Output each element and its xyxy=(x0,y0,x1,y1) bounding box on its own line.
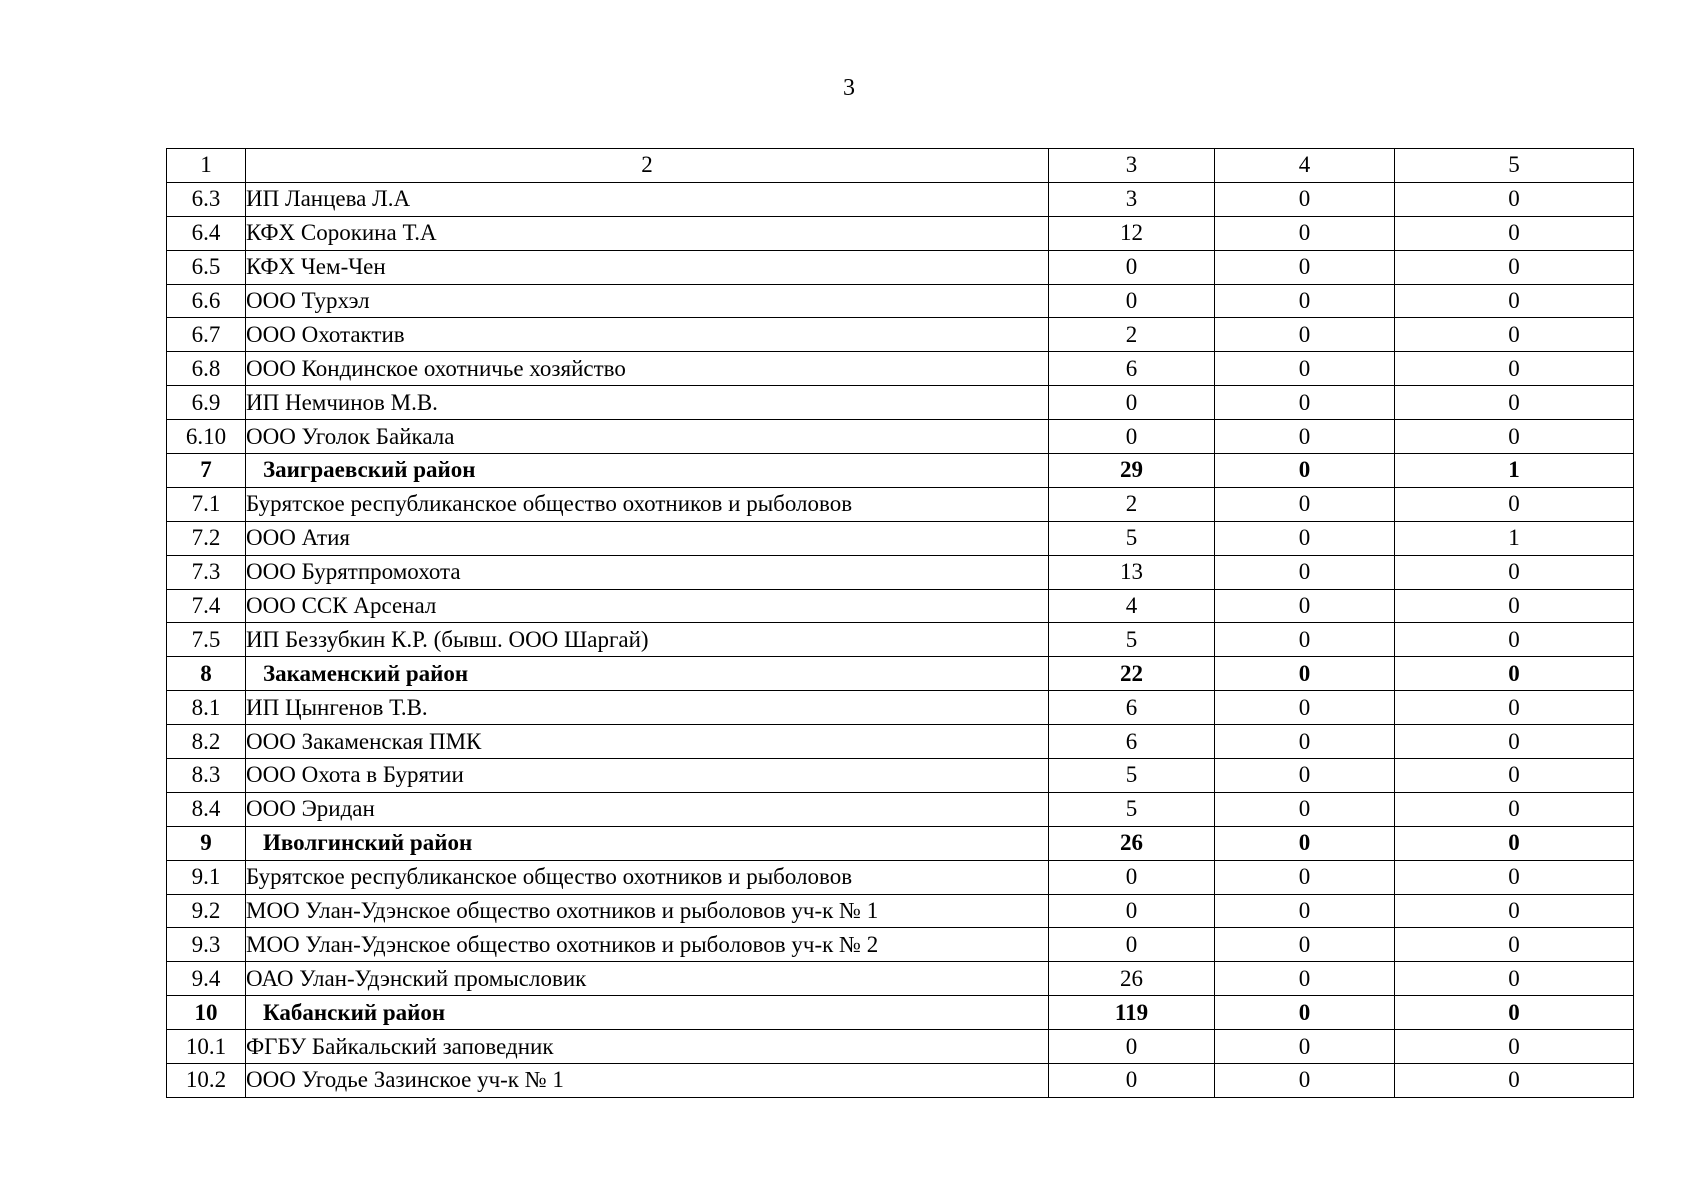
row-name-cell: ООО Охотактив xyxy=(246,318,1049,352)
row-number-cell: 6.5 xyxy=(167,250,246,284)
row-col5-cell: 0 xyxy=(1395,725,1634,759)
row-col3-cell: 12 xyxy=(1049,216,1215,250)
row-col4-cell: 0 xyxy=(1215,962,1395,996)
table-row xyxy=(167,352,1634,386)
row-col5-cell: 0 xyxy=(1395,962,1634,996)
row-col4-cell: 0 xyxy=(1215,1030,1395,1064)
row-col5-cell: 0 xyxy=(1395,792,1634,826)
row-name-cell: ООО Атия xyxy=(246,521,1049,555)
row-col5-cell: 0 xyxy=(1395,894,1634,928)
row-col3-cell: 0 xyxy=(1049,284,1215,318)
row-col5-cell: 0 xyxy=(1395,250,1634,284)
table-row xyxy=(167,725,1634,759)
row-col4-cell: 0 xyxy=(1215,1064,1395,1098)
row-name-cell: ООО Охота в Бурятии xyxy=(246,759,1049,793)
row-number-cell: 10.2 xyxy=(167,1064,246,1098)
row-col3-cell: 0 xyxy=(1049,250,1215,284)
row-col3-cell: 3 xyxy=(1049,182,1215,216)
row-name-cell: Бурятское республиканское общество охотников и рыболовов xyxy=(246,487,1049,521)
data-table xyxy=(166,148,1634,1098)
row-col5-cell: 0 xyxy=(1395,759,1634,793)
row-number-cell: 6.9 xyxy=(167,386,246,420)
row-col4-cell: 0 xyxy=(1215,386,1395,420)
row-col4-cell: 0 xyxy=(1215,894,1395,928)
row-name-cell: ФГБУ Байкальский заповедник xyxy=(246,1030,1049,1064)
page-number: 3 xyxy=(843,75,855,101)
row-col4-cell: 0 xyxy=(1215,792,1395,826)
row-number-cell: 8.3 xyxy=(167,759,246,793)
row-col5-cell: 0 xyxy=(1395,318,1634,352)
row-number-cell: 6.6 xyxy=(167,284,246,318)
row-col5-cell: 0 xyxy=(1395,555,1634,589)
row-col5-cell: 0 xyxy=(1395,1064,1634,1098)
row-name-cell: МОО Улан-Удэнское общество охотников и рыболовов уч-к № 1 xyxy=(246,894,1049,928)
row-col4-cell: 0 xyxy=(1215,318,1395,352)
row-number-cell: 6.8 xyxy=(167,352,246,386)
row-col4-cell: 0 xyxy=(1215,487,1395,521)
row-col3-cell: 6 xyxy=(1049,691,1215,725)
row-col5-cell: 0 xyxy=(1395,182,1634,216)
row-col5-cell: 0 xyxy=(1395,386,1634,420)
row-name-cell: ООО Угодье Зазинское уч-к № 1 xyxy=(246,1064,1049,1098)
row-col4-cell: 0 xyxy=(1215,623,1395,657)
row-col4-cell: 0 xyxy=(1215,589,1395,623)
row-col3-cell: 29 xyxy=(1049,454,1215,488)
row-col4-cell: 0 xyxy=(1215,759,1395,793)
row-col4-cell: 0 xyxy=(1215,928,1395,962)
row-number-cell: 7.1 xyxy=(167,487,246,521)
row-col5-cell: 0 xyxy=(1395,623,1634,657)
row-number-cell: 9 xyxy=(167,826,246,860)
row-number-cell: 6.3 xyxy=(167,182,246,216)
row-number-cell: 7 xyxy=(167,454,246,488)
row-col3-cell: 0 xyxy=(1049,894,1215,928)
row-col5-cell: 0 xyxy=(1395,487,1634,521)
table-row xyxy=(167,250,1634,284)
row-col5-cell: 0 xyxy=(1395,826,1634,860)
row-col4-cell: 0 xyxy=(1215,725,1395,759)
header-cell-4: 4 xyxy=(1215,149,1395,183)
table-row xyxy=(167,894,1634,928)
row-col5-cell: 0 xyxy=(1395,284,1634,318)
row-col3-cell: 0 xyxy=(1049,386,1215,420)
row-name-cell: ООО Кондинское охотничье хозяйство xyxy=(246,352,1049,386)
row-col5-cell: 0 xyxy=(1395,420,1634,454)
table-row xyxy=(167,216,1634,250)
row-col4-cell: 0 xyxy=(1215,691,1395,725)
row-number-cell: 7.3 xyxy=(167,555,246,589)
table-row xyxy=(167,386,1634,420)
row-col3-cell: 119 xyxy=(1049,996,1215,1030)
row-col5-cell: 0 xyxy=(1395,996,1634,1030)
row-number-cell: 7.5 xyxy=(167,623,246,657)
row-name-cell: КФХ Чем-Чен xyxy=(246,250,1049,284)
table-row xyxy=(167,318,1634,352)
row-col3-cell: 2 xyxy=(1049,318,1215,352)
row-name-cell: ООО Уголок Байкала xyxy=(246,420,1049,454)
row-col4-cell: 0 xyxy=(1215,420,1395,454)
row-col5-cell: 0 xyxy=(1395,657,1634,691)
row-col5-cell: 0 xyxy=(1395,928,1634,962)
header-cell-2: 2 xyxy=(246,149,1049,183)
row-name-cell: Кабанский район xyxy=(246,996,1049,1030)
row-number-cell: 9.2 xyxy=(167,894,246,928)
row-col3-cell: 6 xyxy=(1049,725,1215,759)
row-col5-cell: 0 xyxy=(1395,589,1634,623)
table-row xyxy=(167,555,1634,589)
row-col4-cell: 0 xyxy=(1215,454,1395,488)
row-col5-cell: 1 xyxy=(1395,454,1634,488)
row-col3-cell: 0 xyxy=(1049,928,1215,962)
table-section-row xyxy=(167,826,1634,860)
row-number-cell: 8.2 xyxy=(167,725,246,759)
row-col3-cell: 0 xyxy=(1049,420,1215,454)
table-row xyxy=(167,521,1634,555)
row-col4-cell: 0 xyxy=(1215,555,1395,589)
row-name-cell: ООО ССК Арсенал xyxy=(246,589,1049,623)
row-name-cell: ИП Немчинов М.В. xyxy=(246,386,1049,420)
row-col5-cell: 1 xyxy=(1395,521,1634,555)
table-row xyxy=(167,860,1634,894)
row-col5-cell: 0 xyxy=(1395,860,1634,894)
row-col4-cell: 0 xyxy=(1215,657,1395,691)
row-col4-cell: 0 xyxy=(1215,521,1395,555)
table-section-row xyxy=(167,657,1634,691)
row-number-cell: 6.10 xyxy=(167,420,246,454)
row-number-cell: 8.1 xyxy=(167,691,246,725)
row-col3-cell: 0 xyxy=(1049,1030,1215,1064)
row-number-cell: 8.4 xyxy=(167,792,246,826)
table-row xyxy=(167,284,1634,318)
row-col3-cell: 22 xyxy=(1049,657,1215,691)
row-name-cell: Иволгинский район xyxy=(246,826,1049,860)
table-row xyxy=(167,1030,1634,1064)
table-row xyxy=(167,928,1634,962)
table-row xyxy=(167,182,1634,216)
table-row xyxy=(167,420,1634,454)
row-name-cell: ООО Турхэл xyxy=(246,284,1049,318)
row-col3-cell: 26 xyxy=(1049,826,1215,860)
row-col5-cell: 0 xyxy=(1395,216,1634,250)
row-col4-cell: 0 xyxy=(1215,284,1395,318)
row-col5-cell: 0 xyxy=(1395,352,1634,386)
table-row xyxy=(167,691,1634,725)
table-row xyxy=(167,962,1634,996)
header-cell-1: 1 xyxy=(167,149,246,183)
row-name-cell: ИП Беззубкин К.Р. (бывш. ООО Шаргай) xyxy=(246,623,1049,657)
row-col3-cell: 0 xyxy=(1049,860,1215,894)
row-col4-cell: 0 xyxy=(1215,250,1395,284)
row-col4-cell: 0 xyxy=(1215,216,1395,250)
row-col3-cell: 5 xyxy=(1049,792,1215,826)
row-name-cell: Заиграевский район xyxy=(246,454,1049,488)
row-col4-cell: 0 xyxy=(1215,996,1395,1030)
row-name-cell: ИП Ланцева Л.А xyxy=(246,182,1049,216)
table-header-row xyxy=(167,149,1634,183)
row-col4-cell: 0 xyxy=(1215,860,1395,894)
row-number-cell: 9.3 xyxy=(167,928,246,962)
row-col4-cell: 0 xyxy=(1215,826,1395,860)
row-name-cell: ОАО Улан-Удэнский промысловик xyxy=(246,962,1049,996)
row-col3-cell: 6 xyxy=(1049,352,1215,386)
row-col3-cell: 13 xyxy=(1049,555,1215,589)
row-col5-cell: 0 xyxy=(1395,1030,1634,1064)
header-cell-5: 5 xyxy=(1395,149,1634,183)
row-col4-cell: 0 xyxy=(1215,182,1395,216)
table-row xyxy=(167,1064,1634,1098)
table-row xyxy=(167,487,1634,521)
row-col3-cell: 26 xyxy=(1049,962,1215,996)
row-col3-cell: 5 xyxy=(1049,521,1215,555)
row-number-cell: 6.7 xyxy=(167,318,246,352)
row-col3-cell: 5 xyxy=(1049,623,1215,657)
row-number-cell: 10 xyxy=(167,996,246,1030)
row-number-cell: 10.1 xyxy=(167,1030,246,1064)
row-number-cell: 9.4 xyxy=(167,962,246,996)
row-col5-cell: 0 xyxy=(1395,691,1634,725)
row-col4-cell: 0 xyxy=(1215,352,1395,386)
row-number-cell: 7.4 xyxy=(167,589,246,623)
row-name-cell: Бурятское республиканское общество охотников и рыболовов xyxy=(246,860,1049,894)
row-name-cell: ООО Закаменская ПМК xyxy=(246,725,1049,759)
row-col3-cell: 2 xyxy=(1049,487,1215,521)
row-number-cell: 7.2 xyxy=(167,521,246,555)
table-row xyxy=(167,589,1634,623)
table-section-row xyxy=(167,996,1634,1030)
row-name-cell: ИП Цынгенов Т.В. xyxy=(246,691,1049,725)
row-name-cell: КФХ Сорокина Т.А xyxy=(246,216,1049,250)
row-col3-cell: 5 xyxy=(1049,759,1215,793)
row-name-cell: ООО Эридан xyxy=(246,792,1049,826)
row-name-cell: МОО Улан-Удэнское общество охотников и рыболовов уч-к № 2 xyxy=(246,928,1049,962)
row-name-cell: ООО Бурятпромохота xyxy=(246,555,1049,589)
header-cell-3: 3 xyxy=(1049,149,1215,183)
table-section-row xyxy=(167,454,1634,488)
row-number-cell: 9.1 xyxy=(167,860,246,894)
table-row xyxy=(167,759,1634,793)
table-row xyxy=(167,623,1634,657)
table-row xyxy=(167,792,1634,826)
row-name-cell: Закаменский район xyxy=(246,657,1049,691)
row-number-cell: 8 xyxy=(167,657,246,691)
row-col3-cell: 4 xyxy=(1049,589,1215,623)
row-col3-cell: 0 xyxy=(1049,1064,1215,1098)
row-number-cell: 6.4 xyxy=(167,216,246,250)
